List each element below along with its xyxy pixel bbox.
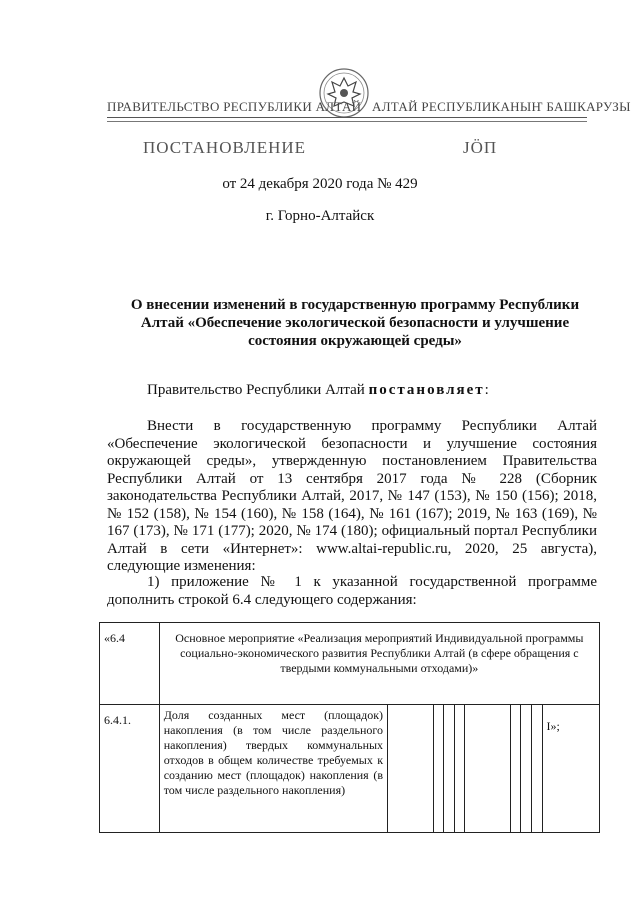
title-line: О внесении изменений в государственную программу Республики <box>130 297 580 313</box>
empty-cell <box>510 705 521 833</box>
document-type-russian: ПОСТАНОВЛЕНИЕ <box>143 138 307 157</box>
decree-word: постановляет <box>368 382 485 398</box>
header-divider <box>107 117 587 118</box>
indicator-text-cell: Доля созданных мест (площадок) накопления (в том числе раздельного накопления) твердых коммунальных отходов в общем количестве требуемых к созданию мест (площадок) накопления (в том числе раздельного накопления) <box>159 705 387 833</box>
empty-cell <box>465 705 511 833</box>
table-row <box>100 705 600 833</box>
empty-cell <box>521 705 532 833</box>
document-city: г. Горно-Алтайск <box>265 208 375 224</box>
header-divider-thin <box>107 121 587 122</box>
intro-paragraph <box>147 382 489 399</box>
empty-cell <box>454 705 465 833</box>
program-table <box>99 622 600 833</box>
empty-cell <box>388 705 434 833</box>
body-paragraph-2: 1) приложение № 1 к указанной государственной программе дополнить строкой 6.4 следующего содержания: <box>107 574 597 608</box>
row-number-cell: 6.4.1. <box>100 705 160 833</box>
document-title <box>110 296 600 350</box>
main-activity-cell: Основное мероприятие «Реализация мероприятий Индивидуальной программы социально-экономического развития Республики Алтай (в сфере обращения с твердыми коммунальными отходами)» <box>159 623 599 705</box>
empty-cell <box>444 705 455 833</box>
row-number-cell: «6.4 <box>100 623 160 705</box>
empty-cell <box>433 705 444 833</box>
body-paragraph-1: Внести в государственную программу Республики Алтай «Обеспечение экологической безопасности и улучшение состояния окружающей среды», утвержденную постановлением Правительства Республики Алтай от 13 сентября 2017 года № 228 (Сборник законодательства Республики Алтай, 2017, № 147 (153), № 150 (156); 2018, № 152 (158), № 154 (160), № 158 (164), № 161 (167); 2019, № 163 (169), № 167 (173), № 171 (177); 2020, № 174 (180); официальный портал Республики Алтай в сети «Интернет»: www.altai-republic.ru, 2020, 25 августа), следующие изменения: <box>107 418 597 574</box>
title-line: Алтай «Обеспечение экологической безопасности и улучшение <box>140 315 570 331</box>
row-end-cell: I»; <box>542 705 599 833</box>
title-line: состояния окружающей среды» <box>248 333 462 349</box>
intro-suffix: : <box>484 382 489 398</box>
empty-cell <box>532 705 543 833</box>
government-name-altai: АЛТАЙ РЕСПУБЛИКАНЫҤ БАШКАРУЗЫ <box>372 99 631 114</box>
government-name-russian: ПРАВИТЕЛЬСТВО РЕСПУБЛИКИ АЛТАЙ <box>107 99 362 114</box>
document-date: от 24 декабря 2020 года № 429 <box>222 176 418 192</box>
intro-prefix: Правительство Республики Алтай <box>147 382 369 398</box>
document-type-altai: JÖП <box>463 138 498 157</box>
table-row <box>100 623 600 705</box>
